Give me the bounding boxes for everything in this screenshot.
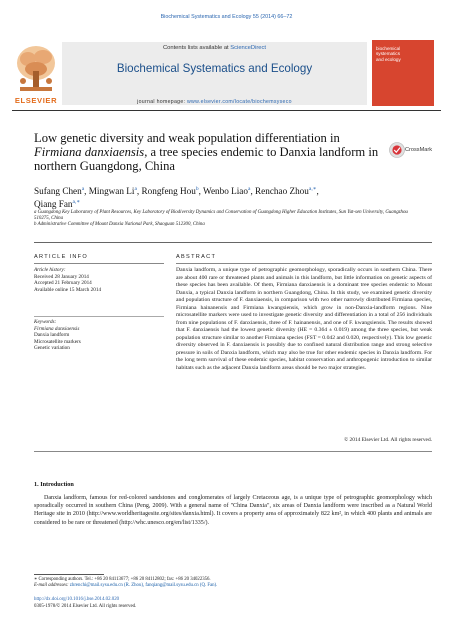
homepage-prefix: journal homepage: xyxy=(137,99,187,105)
section-rule xyxy=(34,242,432,243)
abstract-bottom-rule xyxy=(34,451,432,452)
article-history xyxy=(34,267,164,293)
article-info-heading: ARTICLE INFO xyxy=(34,254,89,260)
author-affiliation-mark: a,∗ xyxy=(308,186,317,192)
author-separator: , xyxy=(316,186,319,197)
keywords xyxy=(34,319,164,352)
journal-name: Biochemical Systematics and Ecology xyxy=(116,62,313,75)
corresponding-author-note: ∗ Corresponding authors. Tel.: +86 20 84113677; +86 20 84112802; fax: +86 20 34022356. xyxy=(34,577,211,582)
cover-line: and ecology xyxy=(376,56,401,62)
elsevier-wordmark: ELSEVIER xyxy=(14,96,58,105)
abstract-heading: ABSTRACT xyxy=(176,254,217,260)
abstract-rule xyxy=(176,263,432,264)
history-label: Article history: xyxy=(34,267,66,273)
journal-homepage xyxy=(62,99,367,105)
title-part: Low genetic diversity and weak population differentiation in xyxy=(34,131,340,145)
cover-line: systematics xyxy=(376,51,400,57)
journal-cover-title xyxy=(376,46,430,62)
author-name: Wenbo Liao xyxy=(203,186,248,197)
author-separator: , xyxy=(198,186,204,197)
author-list xyxy=(34,184,414,211)
article-info-rule xyxy=(34,263,164,264)
accepted-date: Accepted 21 February 2014 xyxy=(34,280,92,286)
author-affiliation-mark: a xyxy=(134,186,137,192)
article-title xyxy=(34,131,379,174)
received-date: Received 28 January 2014 xyxy=(34,273,89,280)
keyword: Danxia landform xyxy=(34,332,70,338)
cover-line: biochemical xyxy=(376,46,401,51)
introduction-text: Danxia landform, famous for red-colored sandstones and conglomerates of largely Cretaceous age, is a unique type of petrographic geomorphology which sporadically occurred in southern China (Peng, 2009). With a general name of "China Danxia", six areas of Danxia landform were inscribed as a Natural World Heritage site in 2010 (http://www.worldheritagesite.org/sites/danxia.html). It covers a property area of approximately 822 km², in which 400 plants and animals are considered to be rare or threatened (http://whc.unesco.org/en/list/1335/). xyxy=(34,495,432,526)
sciencedirect-link[interactable]: ScienceDirect xyxy=(230,45,267,51)
author-affiliation-mark: a xyxy=(81,186,85,192)
affiliation-a: a Guangdong Key Laboratory of Plant Resources, Key Laboratory of Biodiversity Dynamics and Conservation of Guangdong Higher Education Institutes, Sun Yat-sen University, Guangzhou 510275, China xyxy=(34,210,408,222)
author-affiliation-mark: b xyxy=(195,186,199,192)
author-name: Qiang Fan xyxy=(34,199,73,210)
author-affiliation-mark: a,∗ xyxy=(72,199,81,206)
title-species: Firmiana danxiaensis xyxy=(34,145,145,160)
author-separator: , xyxy=(136,186,142,197)
email-label: E-mail addresses: xyxy=(34,583,70,589)
email-note xyxy=(34,583,432,589)
affiliation-b: b Administrative Committee of Mount Danxia National Park, Shaoguan 512300, China xyxy=(34,222,205,228)
crossmark-label: CrossMark xyxy=(405,147,433,153)
header-rule xyxy=(12,110,441,111)
author-name: Renchao Zhou xyxy=(255,186,309,197)
footnote-rule xyxy=(34,574,104,575)
author-separator: , xyxy=(84,186,89,197)
author-name: Rongfeng Hou xyxy=(141,186,196,197)
author-separator: , xyxy=(250,186,256,197)
title-part: , a tree species endemic to Danxia landform in northern Guangdong, China xyxy=(34,145,379,174)
keywords-label: Keywords: xyxy=(34,319,57,325)
contents-line xyxy=(62,45,367,51)
keywords-rule xyxy=(34,316,164,317)
contents-prefix: Contents lists available at xyxy=(162,45,231,51)
abstract-copyright: © 2014 Elsevier Ltd. All rights reserved. xyxy=(344,437,432,443)
author-name: Sufang Chen xyxy=(34,186,82,197)
keyword: Microsatellite markers xyxy=(34,338,81,345)
email-addresses[interactable]: zhrenchi@mail.sysu.edu.cn (R. Zhou), fanqiang@mail.sysu.edu.cn (Q. Fan). xyxy=(69,583,218,589)
journal-reference: Biochemical Systematics and Ecology 55 (2014) 66–72 xyxy=(160,14,293,20)
author-affiliation-mark: a xyxy=(247,186,251,192)
online-date: Available online 15 March 2014 xyxy=(34,286,102,293)
keyword: Genetic variation xyxy=(34,345,70,351)
doi-link[interactable]: http://dx.doi.org/10.1016/j.bse.2014.02.020 xyxy=(34,597,120,602)
keyword: Firmiana danxiaensis xyxy=(34,325,80,332)
footnotes xyxy=(34,577,432,589)
introduction-heading: 1. Introduction xyxy=(34,481,74,488)
homepage-link[interactable]: www.elsevier.com/locate/biochemsyseco xyxy=(187,99,292,105)
abstract-text: Danxia landform, a unique type of petrographic geomorphology, sporadically occurs in southern China. There are about 400 rare or threatened plants and animals in this landform, but little information on genetic aspects of these species has been available. Of them, Firmiana danxiaensis is a dominant tree species endemic to Mount Danxia, a typical Danxia landform in northern Guangdong, China. In this study, we examined genetic diversity and population structure of F. danxiaensis, in comparison with two other narrowly distributed Firmiana species, Firmiana hainanensis and Firmiana kwangsiensis, which grow in non-Danxia-landform regions. Nine microsatellite markers were used to investigate genetic diversity and differentiation in a total of 256 individuals from nine populations of F. danxiaensis, three of F. hainanensis, and one of F. kwangsiensis. The results showed that F. danxiaensis had the lowest genetic diversity (HE = 0.364 ± 0.019) among the three species, but weak population structure similar to another Firmiana species (FST = 0.042 and 0.020, respectively). This low genetic diversity observed in F. danxiaensis is possibly due to confined natural distribution range and strong selective pressure in soils of Danxia landform, which may also be true for other endemic species in Danxia landform. For the long term survival of these endemic species, habitat conservation and anthropogenic introduction to similar habitats such as the adjacent Danxia landform areas should be two major strategies. xyxy=(176,267,432,371)
issn-line: 0305-1978/© 2014 Elsevier Ltd. All rights reserved. xyxy=(34,604,137,609)
affiliations xyxy=(34,210,424,228)
author-name: Mingwan Li xyxy=(88,186,135,197)
